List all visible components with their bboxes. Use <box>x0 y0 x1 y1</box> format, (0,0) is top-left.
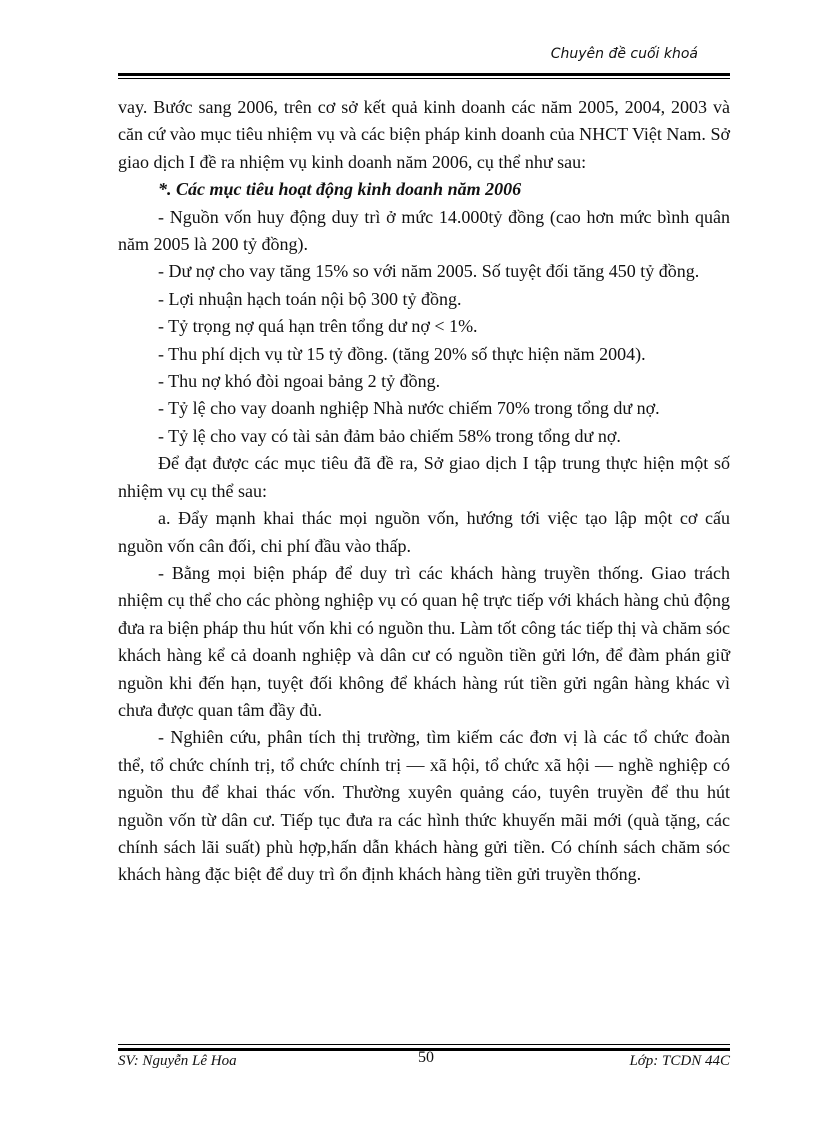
header-rule-thick <box>118 73 730 76</box>
list-item: - Dư nợ cho vay tăng 15% so với năm 2005. Số tuyệt đối tăng 450 tỷ đồng. <box>158 261 700 282</box>
list-item: - Lợi nhuận hạch toán nội bộ 300 tỷ đồng. <box>158 288 462 309</box>
list-item: - Thu phí dịch vụ từ 15 tỷ đồng. (tăng 20% số thực hiện năm 2004). <box>158 343 646 364</box>
header-rule-thin <box>118 78 730 79</box>
header-title: Chuyên đề cuối khoá <box>550 46 698 62</box>
list-item: - Nguồn vốn huy động duy trì ở mức 14.000tỷ đồng (cao hơn mức bình quân năm 2005 là 200 tỷ đồng). <box>118 206 730 255</box>
paragraph: a. Đẩy mạnh khai thác mọi nguồn vốn, hướng tới việc tạo lập một cơ cấu nguồn vốn cân đối, chi phí đầu vào thấp. <box>118 508 730 556</box>
list-item: - Tỷ lệ cho vay doanh nghiệp Nhà nước chiếm 70% trong tổng dư nợ. <box>158 398 660 419</box>
paragraph-intro: vay. Bước sang 2006, trên cơ sở kết quả kinh doanh các năm 2005, 2004, 2003 và căn cứ vào mục tiêu nhiệm vụ và các biện pháp kinh doanh của NHCT Việt Nam. Sở giao dịch I đề ra nhiệm vụ kinh doanh năm 2006, cụ thể như sau: <box>118 97 730 172</box>
footer-rule-thin <box>118 1044 730 1045</box>
list-item: - Tỷ lệ cho vay có tài sản đảm bảo chiếm 58% trong tổng dư nợ. <box>158 425 621 446</box>
paragraph: - Nghiên cứu, phân tích thị trường, tìm kiếm các đơn vị là các tổ chức đoàn thể, tổ chức chính trị, tổ chức chính trị — xã hội, tổ chức xã hội — nghề nghiệp có nguồn thu để khai thác vốn. Thường xuyên quảng cáo, tuyên truyền để thu hút nguồn vốn từ dân cư. Tiếp tục đưa ra các hình thức khuyến mãi mới (quà tặng, các chính sách lãi suất) phù hợp,hấn dẫn khách hàng gửi tiền. Có chính sách chăm sóc khách hàng đặc biệt để duy trì ổn định khách hàng tiền gửi truyền thống. <box>118 727 730 885</box>
section-heading: *. Các mục tiêu hoạt động kinh doanh năm 2006 <box>158 179 522 200</box>
list-item: - Tỷ trọng nợ quá hạn trên tổng dư nợ < 1%. <box>158 316 478 337</box>
footer <box>118 1049 730 1073</box>
paragraph: Để đạt được các mục tiêu đã đề ra, Sở giao dịch I tập trung thực hiện một số nhiệm vụ cụ thể sau: <box>118 453 730 501</box>
footer-student-name: SV: Nguyễn Lê Hoa <box>118 1053 237 1069</box>
paragraph: - Bằng mọi biện pháp để duy trì các khách hàng truyền thống. Giao trách nhiệm cụ thể cho các phòng nghiệp vụ có quan hệ trực tiếp với khách hàng chủ động đưa ra biện pháp thu hút vốn khi có nguồn thu. Làm tốt công tác tiếp thị và chăm sóc khách hàng kể cả doanh nghiệp và dân cư có nguồn tiền gửi lớn, để đàm phán giữ nguồn khi đến hạn, tuyệt đối không để khách hàng rút tiền gửi ngân hàng khác vì chưa được quan tâm đầy đủ. <box>118 562 730 720</box>
page-number: 50 <box>418 1049 434 1066</box>
footer-class: Lớp: TCDN 44C <box>629 1053 730 1069</box>
list-item: - Thu nợ khó đòi ngoai bảng 2 tỷ đồng. <box>158 371 441 392</box>
body-text <box>118 94 730 889</box>
